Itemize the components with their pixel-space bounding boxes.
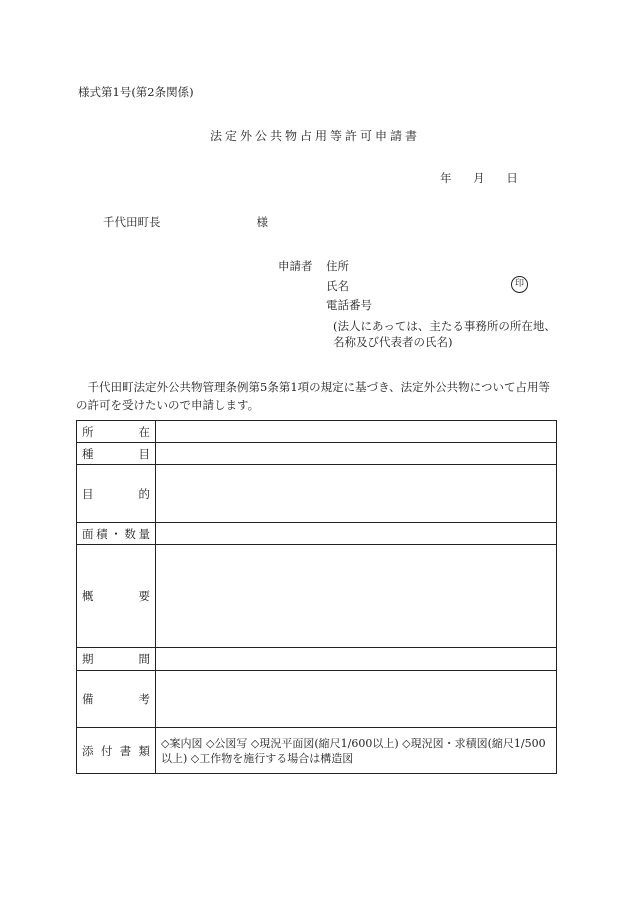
corporate-note: (法人にあっては、主たる事務所の所在地、名称及び代表者の氏名) — [333, 319, 556, 349]
value-remarks[interactable] — [156, 671, 557, 728]
date-day: 日 — [506, 171, 518, 185]
row-label-remarks — [77, 671, 156, 728]
label-char: 考 — [138, 692, 150, 706]
label-char: 類 — [138, 743, 150, 758]
value-attachments: ◇案内図 ◇公図写 ◇現況平面図(縮尺1/600以上) ◇現況図・求積図(縮尺1/500以上) ◇工作物を施行する場合は構造図 — [156, 728, 557, 774]
table-row — [77, 465, 557, 523]
application-statement: 千代田町法定外公共物管理条例第5条第1項の規定に基づき、法定外公共物について占用等の許可を受けたいので申請します。 — [76, 380, 550, 412]
date-year: 年 — [440, 171, 452, 185]
value-period[interactable] — [156, 648, 557, 671]
label-char: 備 — [82, 692, 94, 706]
date-month: 月 — [473, 171, 485, 185]
table-row — [77, 648, 557, 671]
table-row — [77, 671, 557, 728]
address-label: 住所 — [326, 259, 349, 273]
value-category[interactable] — [156, 443, 557, 465]
table-row — [77, 728, 557, 774]
label-char: 添 — [82, 743, 94, 758]
row-label-area-quantity — [77, 523, 156, 545]
value-location[interactable] — [156, 421, 557, 443]
value-purpose[interactable] — [156, 465, 557, 523]
row-label-location — [77, 421, 156, 443]
addressee-honorific: 様 — [256, 215, 268, 229]
addressee-name: 千代田町長 — [103, 215, 161, 229]
phone-label: 電話番号 — [326, 298, 372, 312]
label-char: 目 — [138, 446, 150, 461]
row-label-category — [77, 443, 156, 465]
label-char: 種 — [82, 446, 94, 461]
label-char: 所 — [82, 424, 94, 439]
table-row — [77, 523, 557, 545]
row-label-purpose — [77, 465, 156, 523]
label-char: 要 — [138, 589, 150, 603]
label-char: 付 — [100, 743, 113, 758]
label-char: 積 — [96, 526, 108, 541]
row-label-attachments — [77, 728, 156, 774]
table-row — [77, 545, 557, 648]
seal-icon: 印 — [511, 276, 528, 293]
addressee — [103, 216, 268, 230]
label-char: 目 — [82, 486, 94, 501]
applicant-label: 申請者 — [278, 259, 313, 273]
name-label: 氏名 — [326, 279, 349, 293]
label-char: 概 — [82, 589, 94, 603]
label-char: 書 — [119, 743, 132, 758]
label-char: 数 — [124, 526, 136, 541]
label-char: 面 — [82, 526, 94, 541]
label-char: ・ — [110, 526, 122, 541]
date-line — [440, 172, 536, 186]
label-char: 在 — [138, 424, 150, 439]
row-label-overview — [77, 545, 156, 648]
row-label-period — [77, 648, 156, 671]
label-char: 期 — [82, 652, 94, 666]
document-title: 法定外公共物占用等許可申請書 — [209, 129, 420, 143]
table-row — [77, 443, 557, 465]
table-row — [77, 421, 557, 443]
label-char: 的 — [138, 486, 150, 501]
form-number: 様式第1号(第2条関係) — [78, 85, 194, 99]
value-area-quantity[interactable] — [156, 523, 557, 545]
label-char: 間 — [138, 652, 150, 666]
label-char: 量 — [138, 526, 150, 541]
value-overview[interactable] — [156, 545, 557, 648]
application-table — [76, 420, 557, 774]
